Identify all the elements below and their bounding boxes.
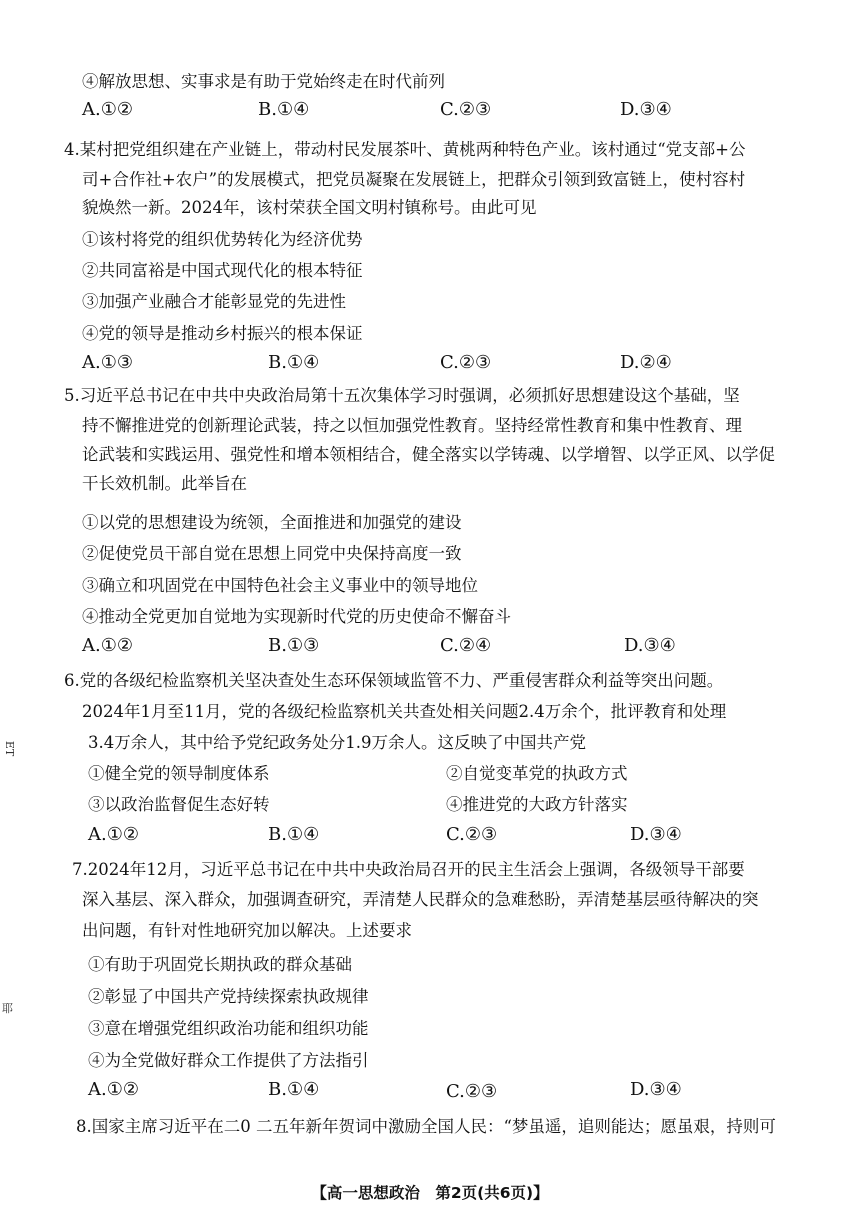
q7-item-1: ①有助于巩固党长期执政的群众基础	[88, 955, 352, 974]
q3-item-4: ④解放思想、实事求是有助于党始终走在时代前列	[82, 72, 445, 91]
q5-item-4: ④推动全党更加自觉地为实现新时代党的历史使命不懈奋斗	[82, 607, 511, 626]
q5-item-1: ①以党的思想建设为统领，全面推进和加强党的建设	[82, 513, 462, 532]
q7-stem-line-1: 7.2024年12月，习近平总书记在中共中央政治局召开的民主生活会上强调，各级领导干部要	[72, 860, 745, 879]
q6-stem-line-3: 3.4万余人，其中给予党纪政务处分1.9万余人。这反映了中国共产党	[88, 733, 586, 752]
q5-stem-line-1: 5.习近平总书记在中共中央政治局第十五次集体学习时强调，必须抓好思想建设这个基础，坚	[64, 386, 740, 405]
q7-item-3: ③意在增强党组织政治功能和组织功能	[88, 1019, 369, 1038]
q5-option-a: A.①②	[82, 635, 133, 656]
margin-mark-2: 耶	[2, 1002, 13, 1015]
q7-option-b: B.①④	[268, 1079, 320, 1100]
margin-mark-1: ET	[3, 740, 17, 757]
page-footer: 【高一思想政治 第2页(共6页)】	[311, 1184, 549, 1202]
q5-stem-line-2: 持不懈推进党的创新理论武装，持之以恒加强党性教育。坚持经常性教育和集中性教育、理	[82, 416, 742, 435]
q5-stem-line-3: 论武装和实践运用、强党性和增本领相结合，健全落实以学铸魂、以学增智、以学正风、以学促	[82, 445, 775, 464]
q6-stem-line-1: 6.党的各级纪检监察机关坚决查处生态环保领域监管不力、严重侵害群众利益等突出问题。	[64, 671, 724, 690]
q6-stem-line-2: 2024年1月至11月，党的各级纪检监察机关共查处相关问题2.4万余个，批评教育和处理	[82, 702, 727, 721]
q7-option-a: A.①②	[88, 1079, 139, 1100]
q7-item-4: ④为全党做好群众工作提供了方法指引	[88, 1051, 369, 1070]
q5-option-d: D.③④	[624, 635, 676, 656]
q3-option-d: D.③④	[620, 99, 672, 120]
q3-option-c: C.②③	[440, 99, 492, 120]
q4-stem-line-2: 司+合作社+农户”的发展模式，把党员凝聚在发展链上，把群众引领到致富链上，使村容村	[82, 170, 746, 189]
q4-stem-line-1: 4.某村把党组织建在产业链上，带动村民发展茶叶、黄桃两种特色产业。该村通过“党支部+公	[64, 140, 746, 159]
q7-stem-line-3: 出问题，有针对性地研究加以解决。上述要求	[82, 921, 412, 940]
q4-item-2: ②共同富裕是中国式现代化的根本特征	[82, 261, 363, 280]
q5-option-c: C.②④	[440, 635, 492, 656]
q3-option-a: A.①②	[82, 99, 133, 120]
q8-stem-line-1: 8.国家主席习近平在二0 二五年新年贺词中激励全国人民：“梦虽遥，追则能达；愿虽艰，持则可	[76, 1117, 776, 1136]
q4-item-3: ③加强产业融合才能彰显党的先进性	[82, 292, 346, 311]
q6-item-4: ④推进党的大政方针落实	[446, 795, 628, 814]
q4-item-1: ①该村将党的组织优势转化为经济优势	[82, 230, 363, 249]
q6-item-3: ③以政治监督促生态好转	[88, 795, 270, 814]
q7-option-c: C.②③	[446, 1081, 498, 1102]
q6-option-d: D.③④	[630, 824, 682, 845]
q3-option-b: B.①④	[258, 99, 310, 120]
q5-item-3: ③确立和巩固党在中国特色社会主义事业中的领导地位	[82, 576, 478, 595]
q4-item-4: ④党的领导是推动乡村振兴的根本保证	[82, 324, 363, 343]
q6-item-1: ①健全党的领导制度体系	[88, 764, 270, 783]
q4-option-d: D.②④	[620, 352, 672, 373]
q4-stem-line-3: 貌焕然一新。2024年，该村荣获全国文明村镇称号。由此可见	[82, 198, 537, 217]
q5-item-2: ②促使党员干部自觉在思想上同党中央保持高度一致	[82, 544, 462, 563]
q5-option-b: B.①③	[268, 635, 320, 656]
q4-option-b: B.①④	[268, 352, 320, 373]
q7-item-2: ②彰显了中国共产党持续探索执政规律	[88, 987, 369, 1006]
q6-option-c: C.②③	[446, 824, 498, 845]
q6-option-a: A.①②	[88, 824, 139, 845]
q6-item-2: ②自觉变革党的执政方式	[446, 764, 628, 783]
q4-option-a: A.①③	[82, 352, 133, 373]
q5-stem-line-4: 干长效机制。此举旨在	[82, 474, 247, 493]
q7-option-d: D.③④	[630, 1079, 682, 1100]
q4-option-c: C.②③	[440, 352, 492, 373]
q7-stem-line-2: 深入基层、深入群众，加强调查研究，弄清楚人民群众的急难愁盼，弄清楚基层亟待解决的突	[82, 890, 759, 909]
q6-option-b: B.①④	[268, 824, 320, 845]
